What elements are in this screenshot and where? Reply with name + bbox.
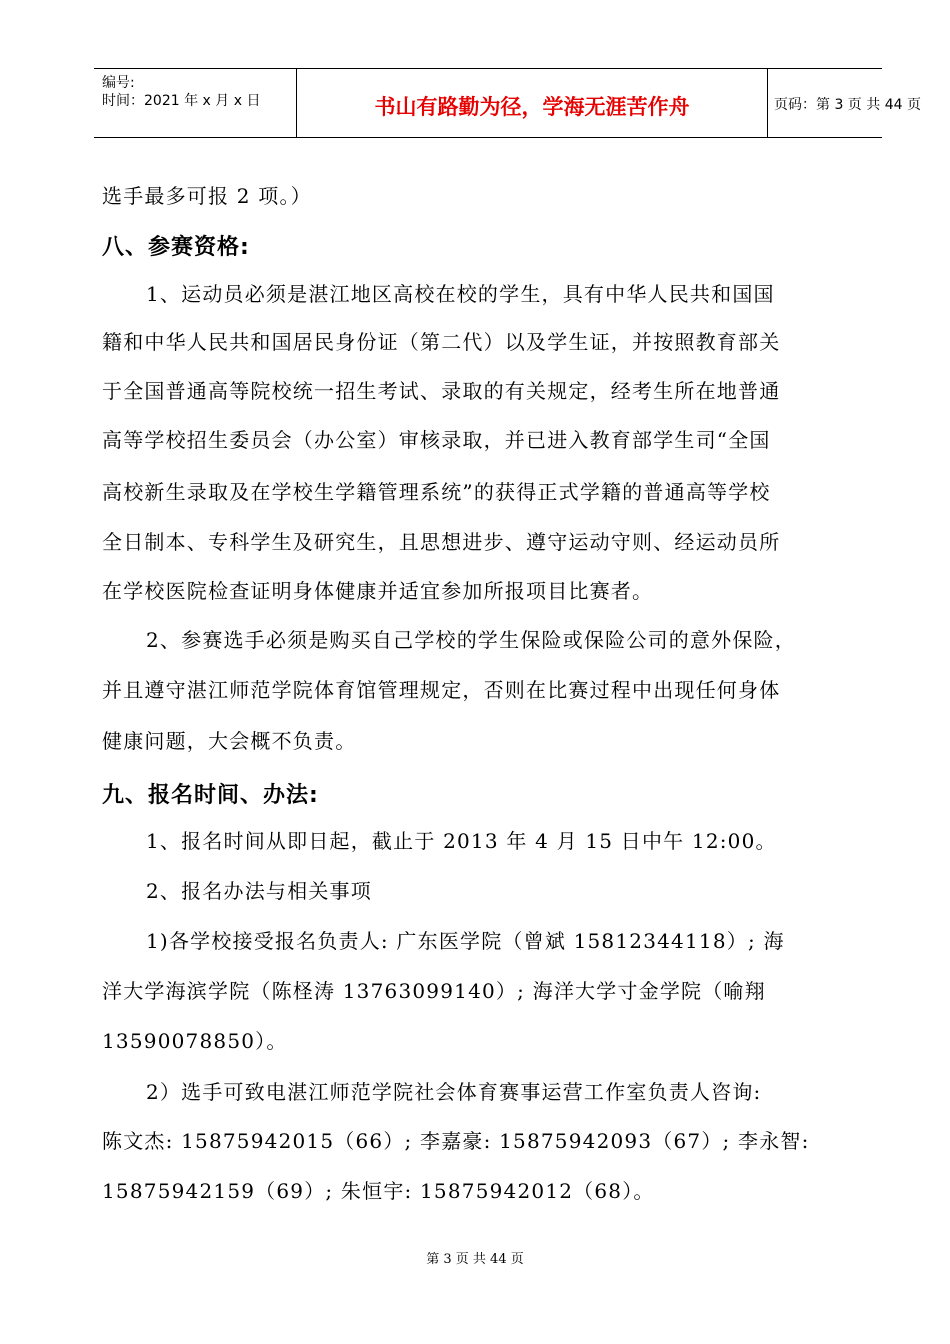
body-line: 2）选手可致电湛江师范学院社会体育赛事运营工作室负责人咨询:	[146, 1080, 762, 1104]
body-line: 2、参赛选手必须是购买自己学校的学生保险或保险公司的意外保险，	[146, 628, 796, 652]
header-page-cell	[767, 69, 921, 137]
page-footer: 第 3 页 共 44 页	[426, 1252, 524, 1267]
header-motto-cell	[296, 69, 768, 137]
document-number-label: 编号:	[102, 75, 135, 91]
body-line: 在学校医院检查证明身体健康并适宜参加所报项目比赛者。	[102, 579, 654, 603]
section-heading-8: 八、参赛资格:	[102, 235, 250, 260]
page-header	[94, 68, 921, 138]
body-line: 高校新生录取及在学校生学籍管理系统”的获得正式学籍的普通高等学校	[102, 480, 771, 504]
body-line: 1)各学校接受报名负责人: 广东医学院（曾斌 15812344118）; 海	[146, 929, 785, 953]
body-line: 全日制本、专科学生及研究生，且思想进步、遵守运动守则、经运动员所	[102, 530, 781, 554]
document-time-label: 时间：2021 年 x 月 x 日	[102, 93, 261, 109]
body-line: 选手最多可报 2 项。）	[102, 184, 312, 208]
body-line: 13590078850）。	[102, 1029, 288, 1053]
body-line: 15875942159（69）; 朱恒宇: 15875942012（68）。	[102, 1179, 655, 1203]
body-line: 籍和中华人民共和国居民身份证（第二代）以及学生证，并按照教育部关	[102, 330, 781, 354]
body-line: 洋大学海滨学院（陈柽涛 13763099140）; 海洋大学寸金学院（喻翔	[102, 979, 766, 1003]
body-line: 1、运动员必须是湛江地区高校在校的学生，具有中华人民共和国国	[146, 282, 775, 306]
body-line: 高等学校招生委员会（办公室）审核录取，并已进入教育部学生司“全国	[102, 428, 771, 452]
header-page-code: 页码：第 3 页 共 44 页	[774, 97, 921, 113]
body-line: 陈文杰: 15875942015（66）; 李嘉豪: 15875942093（67）; 李永智:	[102, 1129, 810, 1153]
body-line: 2、报名办法与相关事项	[146, 879, 372, 903]
header-info-cell	[94, 69, 296, 137]
section-heading-9: 九、报名时间、办法:	[102, 783, 319, 808]
body-line: 1、报名时间从即日起，截止于 2013 年 4 月 15 日中午 12:00。	[146, 829, 777, 853]
body-line: 健康问题，大会概不负责。	[102, 729, 357, 753]
body-line: 于全国普通高等院校统一招生考试、录取的有关规定，经考生所在地普通	[102, 379, 781, 403]
header-motto: 书山有路勤为径，学海无涯苦作舟	[374, 95, 690, 119]
body-line: 并且遵守湛江师范学院体育馆管理规定，否则在比赛过程中出现任何身体	[102, 678, 781, 702]
